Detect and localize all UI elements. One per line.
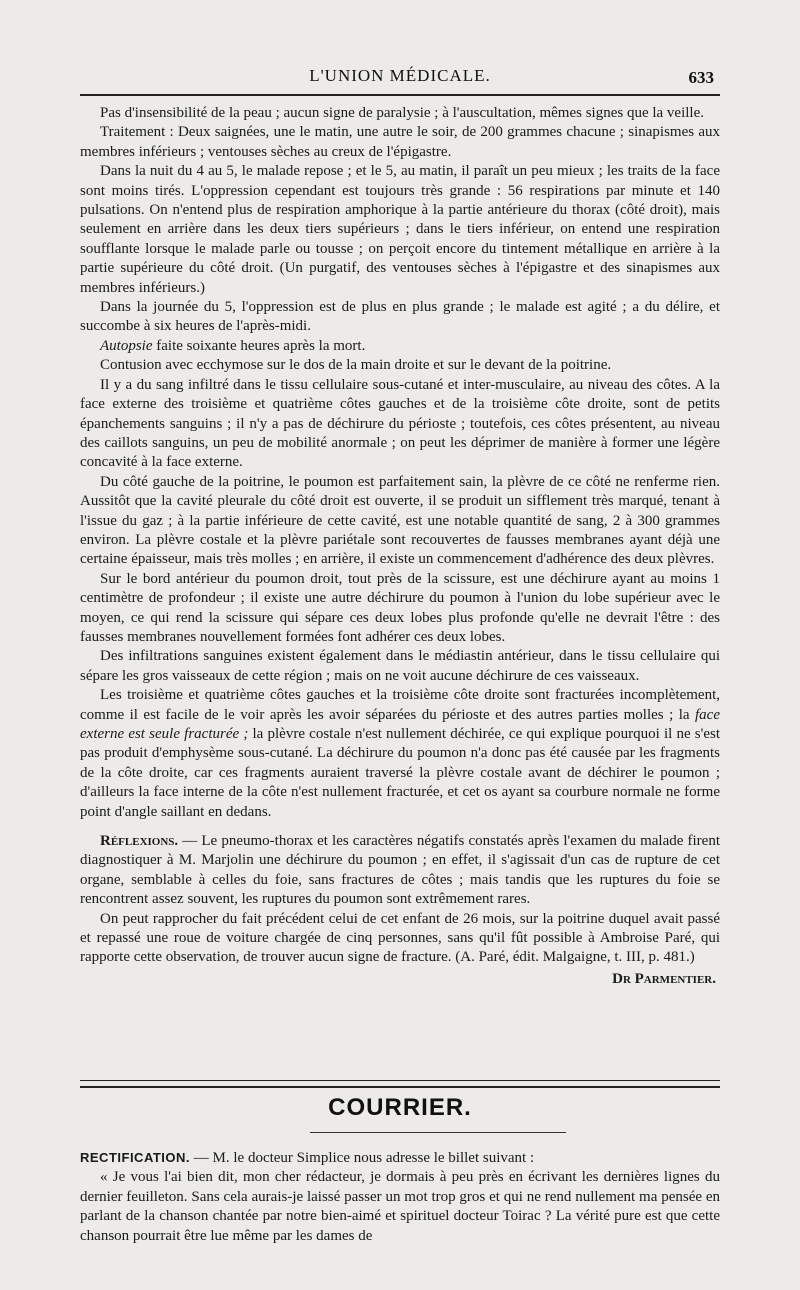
paragraph: Traitement : Deux saignées, une le matin, une autre le soir, de 200 grammes chacune ; sinapismes aux membres inférieurs ; ventouses sèches au creux de l'épigastre. — [80, 124, 720, 160]
rectification-text: — M. le docteur Simplice nous adresse le billet suivant : — [190, 1150, 535, 1166]
section-title: COURRIER. — [328, 1094, 472, 1121]
paragraph: Des infiltrations sanguines existent également dans le médiastin antérieur, dans le tissu cellulaire qui sépare les gros vaisseaux de cette région ; mais on ne voit aucune déchirure de ces vaisseaux. — [80, 648, 720, 684]
autopsy-label: Autopsie — [100, 337, 153, 354]
page-header — [80, 62, 720, 92]
page-number: 633 — [688, 68, 714, 87]
title-underline — [310, 1132, 566, 1133]
author-signature: Dr Parmentier. — [612, 970, 716, 987]
autopsy-text: faite soixante heures après la mort. — [152, 337, 366, 354]
paragraph: Contusion avec ecchymose sur le dos de la main droite et sur le devant de la poitrine. — [100, 357, 612, 374]
fracture-text-after: la plèvre costale n'est nullement déchirée, ce qui explique pourquoi il ne s'est pas produit d'emphysème sous-cutané. La déchirure du poumon n'a donc pas été causée par les fragments de la côte droite, car ces fragments auraient traversé la plèvre costale avant de déchirer le poumon ; d'ailleurs la face interne de la côte n'est nullement fracturée, et cet os ayant sa courbure normale ne forme point d'angle saillant en dedans. — [80, 726, 720, 820]
courrier-body — [80, 1148, 720, 1246]
running-title: L'UNION MÉDICALE. — [309, 66, 491, 85]
rectification-label: RECTIFICATION. — [80, 1150, 191, 1165]
fracture-text-before: Les troisième et quatrième côtes gauches et la troisième côte droite sont fracturées incomplètement, comme il est facile de le voir après les avoir séparées du périoste et des autres parties molles ; la — [80, 687, 720, 723]
paragraph: Dans la journée du 5, l'oppression est de plus en plus grande ; le malade est agité ; a du délire, et succombe à six heures de l'après-midi. — [80, 299, 720, 335]
paragraph: Du côté gauche de la poitrine, le poumon est parfaitement sain, la plèvre de ce côté ne renferme rien. Aussitôt que la cavité pleurale du côté droit est ouverte, il se produit un sifflement très marqué, tenant à l'issue du gaz ; à la partie inférieure de cette cavité, est une notable quantité de sang, 2 à 300 grammes environ. La plèvre costale et la plèvre pariétale sont recouvertes de fausses membranes ayant déjà une certaine épaisseur, mais très molles ; en arrière, il existe un commencement d'adhérence des deux plèvres. — [80, 473, 720, 568]
reflexions-label: Réflexions. — [100, 833, 179, 850]
paragraph: Pas d'insensibilité de la peau ; aucun signe de paralysie ; à l'auscultation, mêmes signes que la veille. — [100, 105, 704, 121]
paragraph: Il y a du sang infiltré dans le tissu cellulaire sous-cutané et inter-musculaire, au niveau des côtes. A la face externe des troisième et quatrième côtes gauches et de la troisième côte droite, sont de petits épanchements sanguins ; il n'y a pas de déchirure du périoste ; toutefois, ces côtes présentent, au niveau des caillots sanguins, un peu de mobilité anormale ; on peut les déprimer de manière à former une légère concavité à la face externe. — [80, 376, 720, 471]
letter-paragraph: « Je vous l'ai bien dit, mon cher rédacteur, je dormais à peu près en écrivant les dernières lignes du dernier feuilleton. Sans cela aurais-je laissé passer un mot trop gros et qui ne rend nullement ma pensée en parlant de la chanson chantée par notre bien-aimé et spirituel docteur Toirac ? La vérité pure est que cette chanson pourrait être lue même par les dames de — [80, 1169, 720, 1244]
rectification-paragraph — [80, 1148, 720, 1168]
article-body — [80, 104, 720, 989]
paragraph: Sur le bord antérieur du poumon droit, tout près de la scissure, est une déchirure ayant au moins 1 centimètre de profondeur ; il existe une autre déchirure du poumon à l'union du lobe supérieur avec le moyen, ce qui rend la scissure qui sépare ces deux lobes plus profonde qu'elle ne devrait l'être : des fausses membranes nouvellement formées font adhérer ces deux lobes. — [80, 570, 720, 645]
reflexions-text: — Le pneumo-thorax et les caractères négatifs constatés après l'examen du malade firent diagnostiquer à M. Marjolin une déchirure du poumon ; en effet, il s'agissait d'un cas de rupture de cet organe, semblable à celles du foie, sans fractures de côtes ; mais tandis que les ruptures du foie se rencontrent assez souvent, les ruptures du poumon sont extrêmement rares. — [80, 833, 720, 908]
closing-paragraph: On peut rapprocher du fait précédent celui de cet enfant de 26 mois, sur la poitrine duquel avait passé et repassé une roue de voiture chargée de cinq personnes, sans qu'il fût possible à Ambroise Paré, qui rapporte cette observation, de trouver aucun signe de fracture. (A. Paré, édit. Malgaigne, t. III, p. 481.) — [80, 910, 720, 966]
header-rule — [80, 94, 720, 96]
fracture-paragraph — [80, 686, 720, 822]
fracture-emphasis: face externe est seule fracturée ; — [80, 706, 720, 742]
reflexions-paragraph — [80, 832, 720, 910]
paragraph: Dans la nuit du 4 au 5, le malade repose ; et le 5, au matin, il paraît un peu mieux ; les traits de la face sont moins tirés. L'oppression cependant est toujours très grande : 56 respirations par minute et 140 pulsations. On n'entend plus de respiration amphorique à la partie antérieure du thorax (côté droit), mais seulement en arrière dans les deux tiers supérieurs ; dans le tiers inférieur, on entend une respiration soufflante lorsque le malade parle ou tousse ; on perçoit encore du tintement métallique en arrière à la partie supérieure du côté droit. (Un purgatif, des ventouses sèches à l'épigastre et des sinapismes aux membres inférieurs.) — [80, 163, 720, 296]
autopsy-paragraph — [80, 337, 720, 356]
section-divider — [80, 1080, 720, 1088]
